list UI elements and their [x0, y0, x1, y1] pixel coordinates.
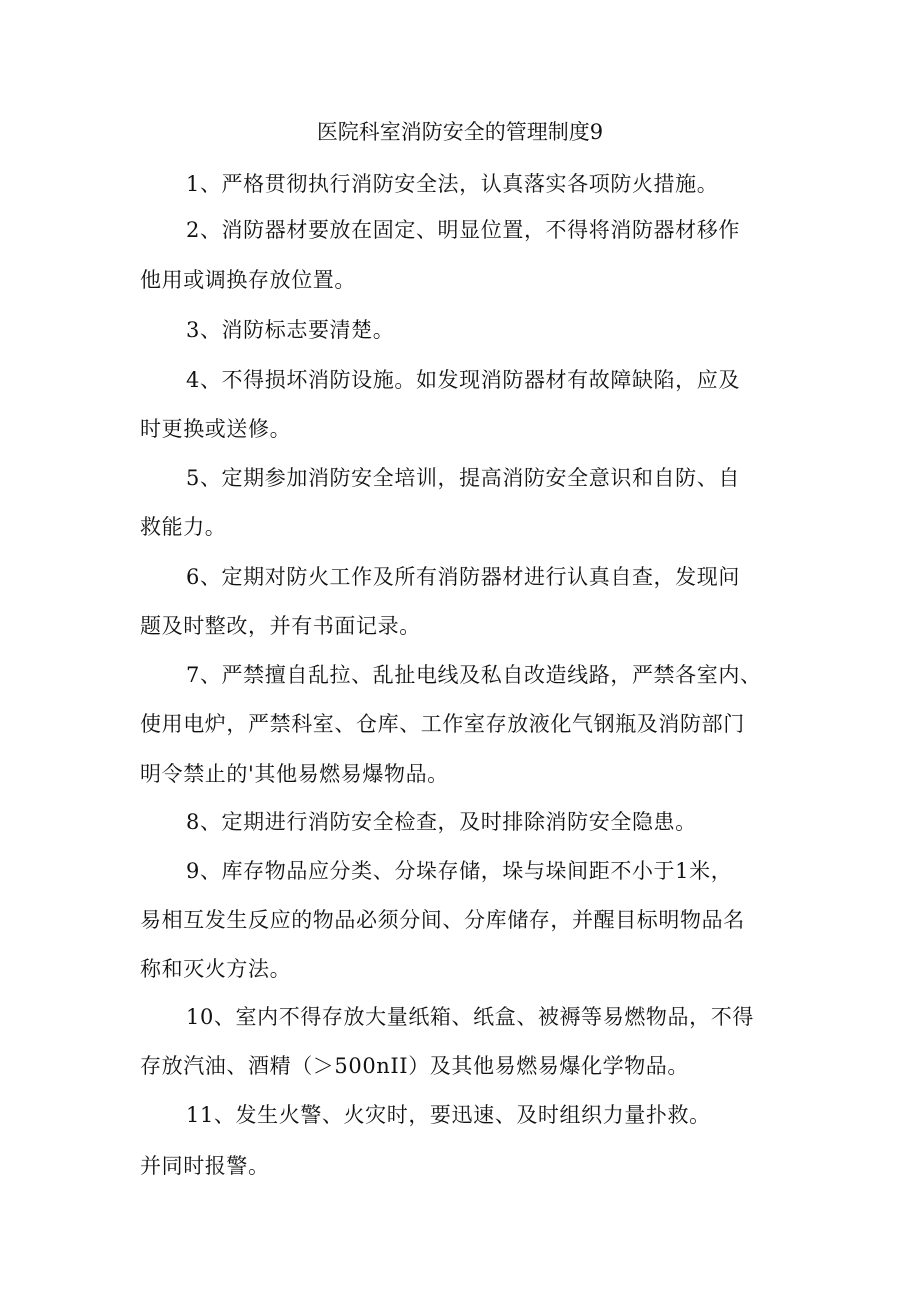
- rule-line-5-cont: 救能力。: [140, 515, 227, 539]
- rule-line-6: 6、定期对防火工作及所有消防器材进行认真自查，发现问: [186, 565, 740, 589]
- rule-line-9-cont-1: 易相互发生反应的物品必须分间、分库储存，并醒目标明物品名: [140, 908, 745, 932]
- rule-line-4: 4、不得损坏消防设施。如发现消防器材有故障缺陷，应及: [186, 368, 740, 392]
- rule-line-6-cont: 题及时整改，并有书面记录。: [140, 614, 421, 638]
- rule-line-10: 10、室内不得存放大量纸箱、纸盒、被褥等易燃物品，不得: [186, 1005, 754, 1029]
- rule-line-11-cont: 并同时报警。: [140, 1154, 270, 1178]
- rule-line-7-cont-2: 明令禁止的'其他易燃易爆物品。: [140, 762, 449, 786]
- rule-line-10-cont: 存放汽油、酒精（＞500nII）及其他易燃易爆化学物品。: [140, 1054, 689, 1078]
- rule-line-11: 11、发生火警、火灾时，要迅速、及时组织力量扑救。: [186, 1103, 711, 1127]
- rule-line-8: 8、定期进行消防安全检查，及时排除消防安全隐患。: [186, 810, 697, 834]
- rule-line-9-cont-2: 称和灭火方法。: [140, 957, 292, 981]
- rule-line-5: 5、定期参加消防安全培训，提高消防安全意识和自防、自: [186, 466, 740, 490]
- document-title: 医院科室消防安全的管理制度9: [316, 120, 604, 144]
- rule-line-9: 9、库存物品应分类、分垛存储，垛与垛间距不小于1米，: [186, 859, 733, 883]
- rule-line-3: 3、消防标志要清楚。: [186, 318, 395, 342]
- rule-line-7: 7、严禁擅自乱拉、乱扯电线及私自改造线路，严禁各室内、: [186, 663, 762, 687]
- rule-line-2: 2、消防器材要放在固定、明显位置，不得将消防器材移作: [186, 218, 740, 242]
- rule-line-2-cont: 他用或调换存放位置。: [140, 268, 356, 292]
- rule-line-7-cont-1: 使用电炉，严禁科室、仓库、工作室存放液化气钢瓶及消防部门: [140, 712, 745, 736]
- rule-line-4-cont: 时更换或送修。: [140, 417, 292, 441]
- rule-line-1: 1、严格贯彻执行消防安全法，认真落实各项防火措施。: [186, 172, 719, 196]
